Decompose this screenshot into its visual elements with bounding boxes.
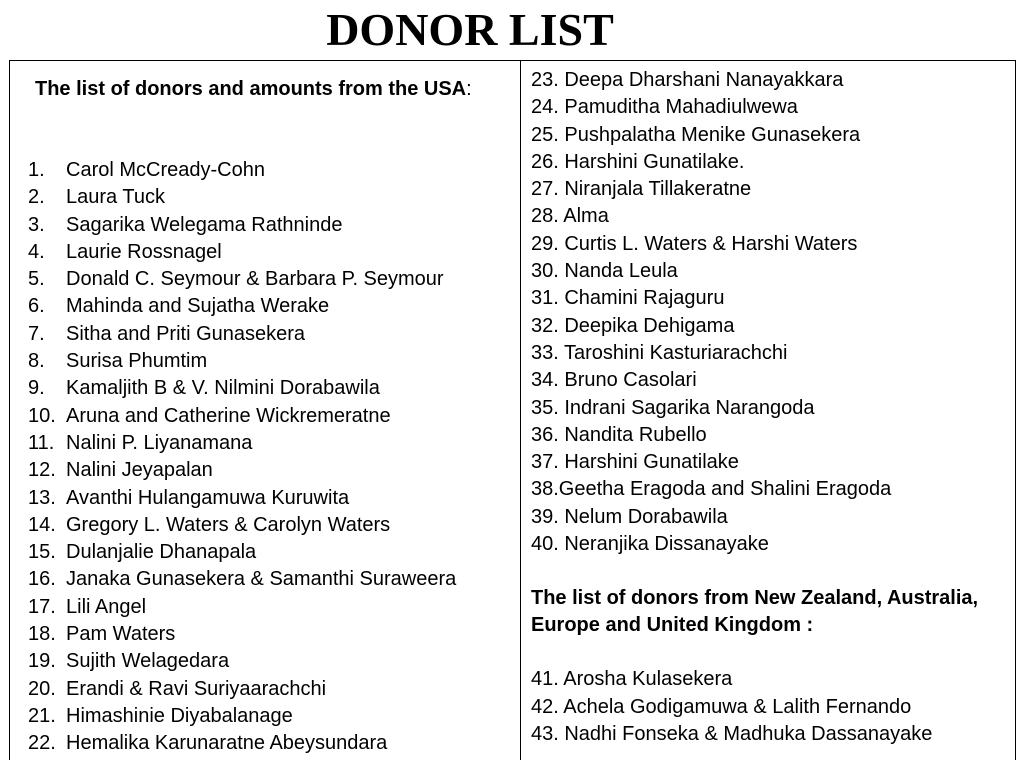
list-item-number: 4. <box>28 240 45 263</box>
list-item <box>28 676 518 703</box>
list-item-number: 16. <box>28 568 56 591</box>
list-item-number: 14. <box>28 513 56 536</box>
list-item: 38.Geetha Eragoda and Shalini Eragoda <box>531 478 892 501</box>
usa-donors-heading-colon: : <box>466 78 472 100</box>
list-item-number: 3. <box>28 213 45 236</box>
list-item: 29. Curtis L. Waters & Harshi Waters <box>531 232 858 255</box>
list-item: 23. Deepa Dharshani Nanayakkara <box>531 69 844 91</box>
usa-donors-heading-text: The list of donors and amounts from the USA <box>35 78 467 100</box>
other-donors-heading: The list of donors from New Zealand, Australia, Europe and United Kingdom : <box>531 587 979 637</box>
list-item-name: Laurie Rossnagel <box>66 240 222 263</box>
list-item-name: Kamaljith B & V. Nilmini Dorabawila <box>66 377 380 400</box>
list-item-number: 18. <box>28 623 56 646</box>
list-item-number: 13. <box>28 486 56 509</box>
list-item: 41. Arosha Kulasekera <box>531 668 733 691</box>
list-item-name: Surisa Phumtim <box>66 350 208 373</box>
other-donor-list <box>531 666 1011 748</box>
list-item: 33. Taroshini Kasturiarachchi <box>531 341 788 364</box>
list-item-number: 6. <box>28 295 45 318</box>
list-item <box>28 621 518 648</box>
list-item-name: Nalini Jeyapalan <box>66 459 213 482</box>
list-item-number: 11. <box>28 431 55 454</box>
list-item: 26. Harshini Gunatilake. <box>531 150 745 173</box>
continued-donor-column <box>531 67 1011 748</box>
list-item: 25. Pushpalatha Menike Gunasekera <box>531 123 861 146</box>
list-item: 27. Niranjala Tillakeratne <box>531 178 752 201</box>
list-item-number: 20. <box>28 677 56 700</box>
list-item: 35. Indrani Sagarika Narangoda <box>531 396 815 419</box>
page-title: DONOR LIST <box>326 4 614 55</box>
list-item-number: 12. <box>28 459 56 482</box>
list-item-number: 19. <box>28 650 56 673</box>
list-item-number: 7. <box>28 322 45 345</box>
list-item-name: Hemalika Karunaratne Abeysundara <box>66 732 388 755</box>
column-divider <box>520 60 521 760</box>
list-item: 37. Harshini Gunatilake <box>531 451 739 474</box>
list-item <box>28 321 518 348</box>
list-item: 24. Pamuditha Mahadiulwewa <box>531 96 798 119</box>
list-item <box>28 594 518 621</box>
usa-donor-list-continued <box>531 67 1011 558</box>
list-item: 42. Achela Godigamuwa & Lalith Fernando <box>531 695 912 718</box>
list-item-number: 9. <box>28 377 45 400</box>
list-item-number: 17. <box>28 595 56 618</box>
list-item <box>28 184 518 211</box>
list-item-name: Sitha and Priti Gunasekera <box>66 322 306 345</box>
list-item <box>28 157 518 184</box>
list-item-number: 21. <box>28 704 56 727</box>
list-item <box>28 512 518 539</box>
usa-donor-list <box>28 157 518 758</box>
list-item: 28. Alma <box>531 205 609 228</box>
list-item-name: Nalini P. Liyanamana <box>66 431 253 454</box>
list-item <box>28 566 518 593</box>
list-item-name: Erandi & Ravi Suriyaarachchi <box>66 677 327 700</box>
list-item-name: Lili Angel <box>66 595 147 618</box>
list-item-number: 8. <box>28 350 45 373</box>
list-item-name: Janaka Gunasekera & Samanthi Suraweera <box>66 568 457 591</box>
list-item <box>28 730 518 757</box>
list-item-number: 5. <box>28 268 45 291</box>
list-item-name: Gregory L. Waters & Carolyn Waters <box>66 513 391 536</box>
list-item-name: Laura Tuck <box>66 186 165 209</box>
list-item: 39. Nelum Dorabawila <box>531 505 728 528</box>
list-item-name: Avanthi Hulangamuwa Kuruwita <box>66 486 350 509</box>
spacer <box>531 558 1011 585</box>
list-item <box>28 375 518 402</box>
list-item: 36. Nandita Rubello <box>531 423 707 446</box>
spacer <box>531 639 1011 666</box>
list-item: 32. Deepika Dehigama <box>531 314 735 337</box>
list-item: 40. Neranjika Dissanayake <box>531 533 769 556</box>
list-item <box>28 293 518 320</box>
list-item-name: Sujith Welagedara <box>66 650 230 673</box>
list-item <box>28 430 518 457</box>
list-item-name: Dulanjalie Dhanapala <box>66 541 257 564</box>
list-item-number: 22. <box>28 732 56 755</box>
list-item <box>28 457 518 484</box>
list-item-name: Pam Waters <box>66 623 176 646</box>
spacer <box>28 130 518 157</box>
list-item-number: 15. <box>28 541 56 564</box>
list-item-name: Sagarika Welegama Rathninde <box>66 213 343 236</box>
usa-donor-column <box>28 76 518 758</box>
list-item: 34. Bruno Casolari <box>531 369 697 392</box>
list-item <box>28 403 518 430</box>
list-item <box>28 703 518 730</box>
list-item <box>28 212 518 239</box>
list-item-number: 2. <box>28 186 45 209</box>
list-item <box>28 239 518 266</box>
list-item: 43. Nadhi Fonseka & Madhuka Dassanayake <box>531 722 933 745</box>
list-item-name: Aruna and Catherine Wickremeratne <box>66 404 391 427</box>
list-item <box>28 648 518 675</box>
list-item-name: Carol McCready-Cohn <box>66 159 265 181</box>
list-item-name: Himashinie Diyabalanage <box>66 704 293 727</box>
list-item <box>28 539 518 566</box>
list-item <box>28 485 518 512</box>
list-item: 30. Nanda Leula <box>531 260 678 283</box>
list-item-name: Donald C. Seymour & Barbara P. Seymour <box>66 268 444 291</box>
list-item <box>28 348 518 375</box>
usa-donors-heading <box>28 76 518 130</box>
list-item <box>28 266 518 293</box>
list-item-name: Mahinda and Sujatha Werake <box>66 295 330 318</box>
list-item-number: 10. <box>28 404 56 427</box>
list-item-number: 1. <box>28 159 45 181</box>
list-item: 31. Chamini Rajaguru <box>531 287 725 310</box>
